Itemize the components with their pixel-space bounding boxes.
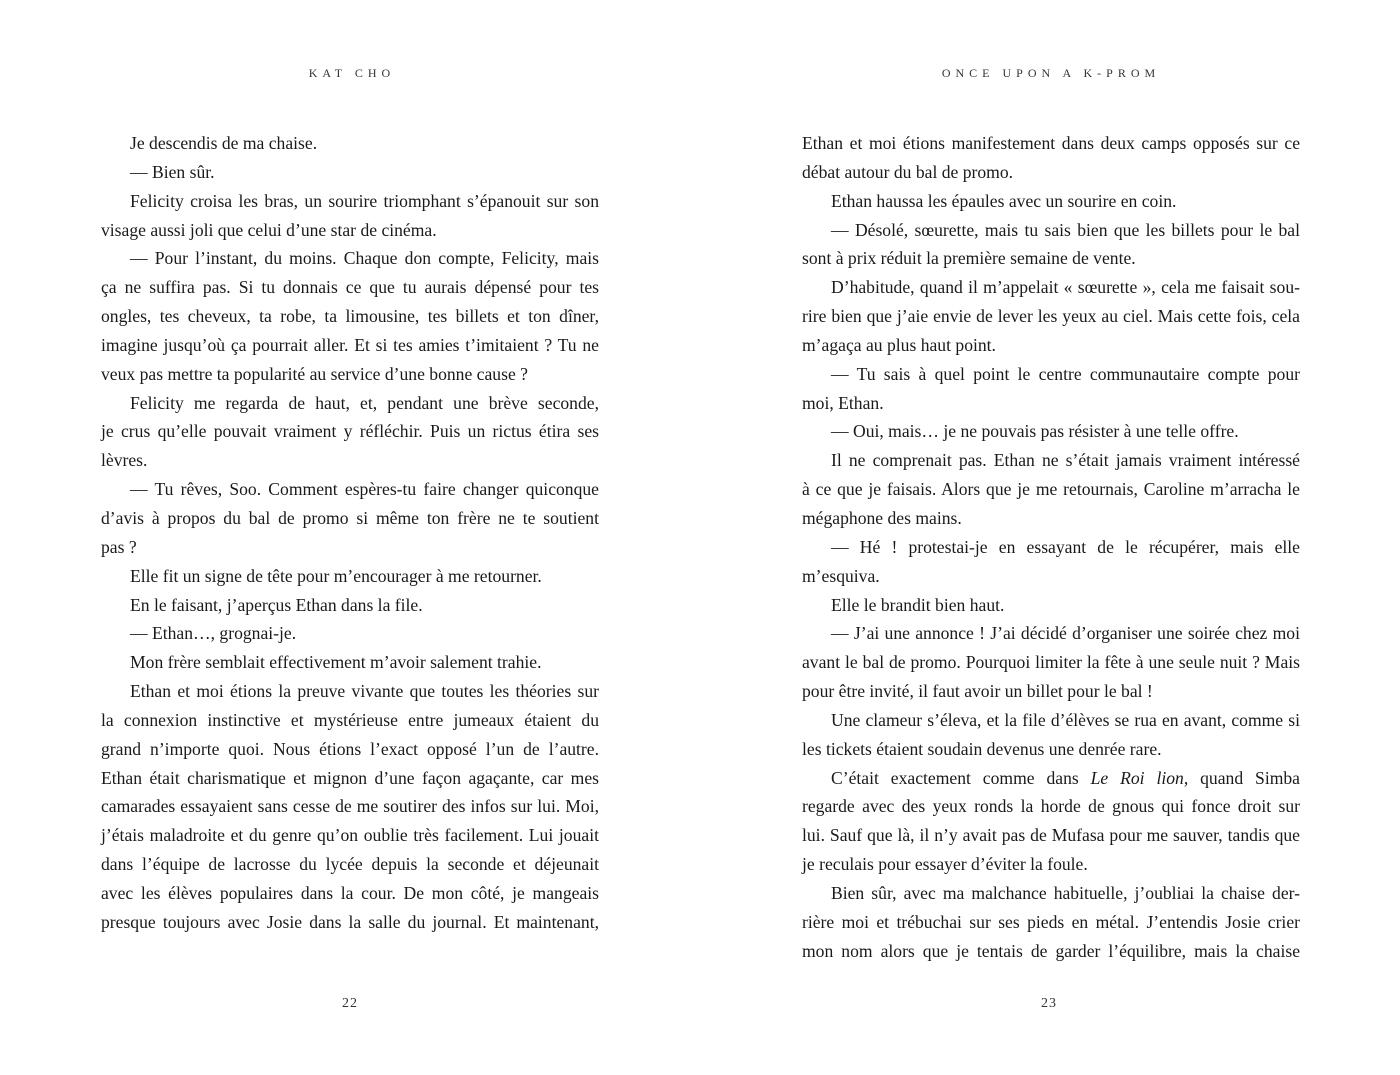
- text-line: [802, 562, 1300, 591]
- text-line: [802, 677, 1300, 706]
- text-line: [101, 591, 599, 620]
- body-text: [101, 129, 599, 937]
- right-page: [700, 0, 1400, 1075]
- text-segment: Felicity croisa les bras, un sourire triomphant s’épanouit sur son: [130, 190, 599, 211]
- italic-title: Le Roi lion: [1090, 767, 1184, 788]
- text-line: [802, 129, 1300, 158]
- text-line: [101, 879, 599, 908]
- text-line: [802, 619, 1300, 648]
- text-segment: D’habitude, quand il m’appelait « sœurette », cela me faisait sou-: [831, 277, 1300, 298]
- text-segment: camarades essayaient sans cesse de me soutirer des infos sur lui. Moi,: [101, 796, 599, 817]
- text-line: [802, 735, 1300, 764]
- text-line: [101, 821, 599, 850]
- text-line: [802, 648, 1300, 677]
- body-text: [802, 129, 1300, 965]
- text-line: [101, 792, 599, 821]
- text-line: [802, 216, 1300, 245]
- text-segment: , quand Simba: [1183, 767, 1300, 788]
- text-segment: — Tu rêves, Soo. Comment espères-tu faire changer quiconque: [130, 479, 599, 500]
- text-segment: lèvres.: [101, 450, 148, 471]
- text-segment: rire bien que j’aie envie de lever les yeux au ciel. Mais cette fois, cela: [802, 306, 1300, 327]
- text-segment: visage aussi joli que celui d’une star de cinéma.: [101, 219, 437, 240]
- text-segment: pas ?: [101, 536, 137, 557]
- text-line: [101, 216, 599, 245]
- text-segment: Felicity me regarda de haut, et, pendant une brève seconde,: [130, 392, 599, 413]
- text-segment: avant le bal de promo. Pourquoi limiter la fête à une seule nuit ? Mais: [802, 652, 1300, 673]
- text-segment: rière moi et trébuchai sur ses pieds en métal. J’entendis Josie crier: [802, 911, 1300, 932]
- text-line: [802, 591, 1300, 620]
- text-segment: Elle le brandit bien haut.: [831, 594, 1005, 615]
- text-line: [802, 302, 1300, 331]
- text-segment: Mon frère semblait effectivement m’avoir salement trahie.: [130, 652, 542, 673]
- text-segment: m’agaça au plus haut point.: [802, 334, 996, 355]
- text-line: [101, 562, 599, 591]
- text-line: [101, 677, 599, 706]
- text-segment: la connexion instinctive et mystérieuse entre jumeaux étaient du: [101, 709, 599, 730]
- text-line: [802, 764, 1300, 793]
- text-segment: Elle fit un signe de tête pour m’encourager à me retourner.: [130, 565, 542, 586]
- text-line: [101, 475, 599, 504]
- text-line: [101, 764, 599, 793]
- text-segment: d’avis à propos du bal de promo si même ton frère ne te soutient: [101, 507, 599, 528]
- text-line: [802, 273, 1300, 302]
- text-line: [802, 706, 1300, 735]
- text-line: [101, 648, 599, 677]
- text-line: [802, 417, 1300, 446]
- text-line: [101, 360, 599, 389]
- text-segment: ça ne suffira pas. Si tu donnais ce que tu aurais dépensé pour tes: [101, 277, 599, 298]
- text-line: [802, 908, 1300, 937]
- text-segment: pour être invité, il faut avoir un billet pour le bal !: [802, 681, 1153, 702]
- text-line: [802, 821, 1300, 850]
- text-segment: m’esquiva.: [802, 565, 880, 586]
- text-segment: Ethan et moi étions la preuve vivante que toutes les théories sur: [130, 681, 599, 702]
- text-line: [802, 187, 1300, 216]
- text-segment: — Bien sûr.: [130, 161, 215, 182]
- text-line: [101, 735, 599, 764]
- text-segment: les tickets étaient soudain devenus une denrée rare.: [802, 738, 1162, 759]
- text-segment: lui. Sauf que là, il n’y avait pas de Mufasa pour me sauver, tandis que: [802, 825, 1300, 846]
- text-line: [802, 244, 1300, 273]
- text-segment: moi, Ethan.: [802, 392, 884, 413]
- text-segment: — Tu sais à quel point le centre communautaire compte pour: [831, 363, 1300, 384]
- text-segment: imagine jusqu’où ça pourrait aller. Et si tes amies t’imitaient ? Tu ne: [101, 334, 599, 355]
- text-segment: sont à prix réduit la première semaine de vente.: [802, 248, 1136, 269]
- text-segment: regarde avec des yeux ronds la horde de gnous qui fonce droit sur: [802, 796, 1300, 817]
- text-line: [101, 273, 599, 302]
- text-segment: Ethan et moi étions manifestement dans deux camps opposés sur ce: [802, 133, 1300, 153]
- text-line: [101, 446, 599, 475]
- text-segment: avec les élèves populaires dans la cour. De mon côté, je mangeais: [101, 882, 599, 903]
- text-segment: Ethan était charismatique et mignon d’une façon agaçante, car mes: [101, 767, 599, 788]
- text-line: [802, 504, 1300, 533]
- text-segment: ongles, tes cheveux, ta robe, ta limousine, tes billets et ton dîner,: [101, 306, 599, 327]
- text-line: [802, 446, 1300, 475]
- text-segment: C’était exactement comme dans: [831, 767, 1091, 788]
- text-segment: j’étais maladroite et du genre qu’on oublie très facilement. Lui jouait: [101, 825, 599, 846]
- text-segment: veux pas mettre ta popularité au service d’une bonne cause ?: [101, 363, 528, 384]
- text-segment: je crus qu’elle pouvait vraiment y réfléchir. Puis un rictus étira ses: [101, 421, 599, 442]
- text-segment: — Hé ! protestai-je en essayant de le récupérer, mais elle: [831, 536, 1300, 557]
- text-line: [101, 187, 599, 216]
- text-segment: mégaphone des mains.: [802, 507, 962, 528]
- text-segment: à ce que je faisais. Alors que je me retournais, Caroline m’arracha le: [802, 479, 1300, 500]
- text-line: [101, 244, 599, 273]
- text-line: [101, 619, 599, 648]
- text-line: [101, 302, 599, 331]
- text-line: [101, 850, 599, 879]
- text-segment: dans l’équipe de lacrosse du lycée depuis la seconde et déjeunait: [101, 854, 599, 875]
- text-line: [101, 706, 599, 735]
- text-line: [802, 475, 1300, 504]
- text-segment: grand n’importe quoi. Nous étions l’exact opposé l’un de l’autre.: [101, 738, 599, 759]
- page-number: 23: [1041, 996, 1057, 1011]
- text-segment: Il ne comprenait pas. Ethan ne s’était jamais vraiment intéressé: [831, 450, 1300, 471]
- text-segment: je reculais pour essayer d’éviter la foule.: [802, 854, 1088, 875]
- text-segment: Je descendis de ma chaise.: [130, 133, 318, 153]
- text-segment: presque toujours avec Josie dans la salle du journal. Et maintenant,: [101, 911, 599, 932]
- text-segment: — Pour l’instant, du moins. Chaque don compte, Felicity, mais: [130, 248, 599, 269]
- text-segment: Ethan haussa les épaules avec un sourire en coin.: [831, 190, 1177, 211]
- running-head-title: ONCE UPON A K-PROM: [941, 66, 1161, 80]
- text-segment: — Oui, mais… je ne pouvais pas résister à une telle offre.: [831, 421, 1239, 442]
- text-line: [802, 360, 1300, 389]
- text-line: [101, 533, 599, 562]
- text-line: [802, 533, 1300, 562]
- text-line: [802, 389, 1300, 418]
- text-line: [101, 389, 599, 418]
- text-line: [802, 937, 1300, 966]
- text-line: [802, 850, 1300, 879]
- text-line: [101, 908, 599, 937]
- text-segment: En le faisant, j’aperçus Ethan dans la file.: [130, 594, 423, 615]
- text-line: [802, 879, 1300, 908]
- text-line: [101, 129, 599, 158]
- text-segment: — J’ai une annonce ! J’ai décidé d’organiser une soirée chez moi: [831, 623, 1300, 644]
- text-line: [101, 158, 599, 187]
- text-line: [101, 504, 599, 533]
- page-number: 22: [342, 996, 358, 1011]
- text-segment: — Désolé, sœurette, mais tu sais bien que les billets pour le bal: [831, 219, 1300, 240]
- text-segment: mon nom alors que je tentais de garder l’équilibre, mais la chaise: [802, 940, 1300, 961]
- text-segment: Une clameur s’éleva, et la file d’élèves se rua en avant, comme si: [831, 709, 1300, 730]
- text-segment: débat autour du bal de promo.: [802, 161, 1014, 182]
- running-head-author: KAT CHO: [308, 66, 396, 80]
- text-segment: — Ethan…, grognai-je.: [130, 623, 297, 644]
- text-line: [101, 417, 599, 446]
- text-line: [101, 331, 599, 360]
- text-segment: Bien sûr, avec ma malchance habituelle, j’oubliai la chaise der-: [831, 882, 1300, 903]
- text-line: [802, 158, 1300, 187]
- text-line: [802, 792, 1300, 821]
- text-line: [802, 331, 1300, 360]
